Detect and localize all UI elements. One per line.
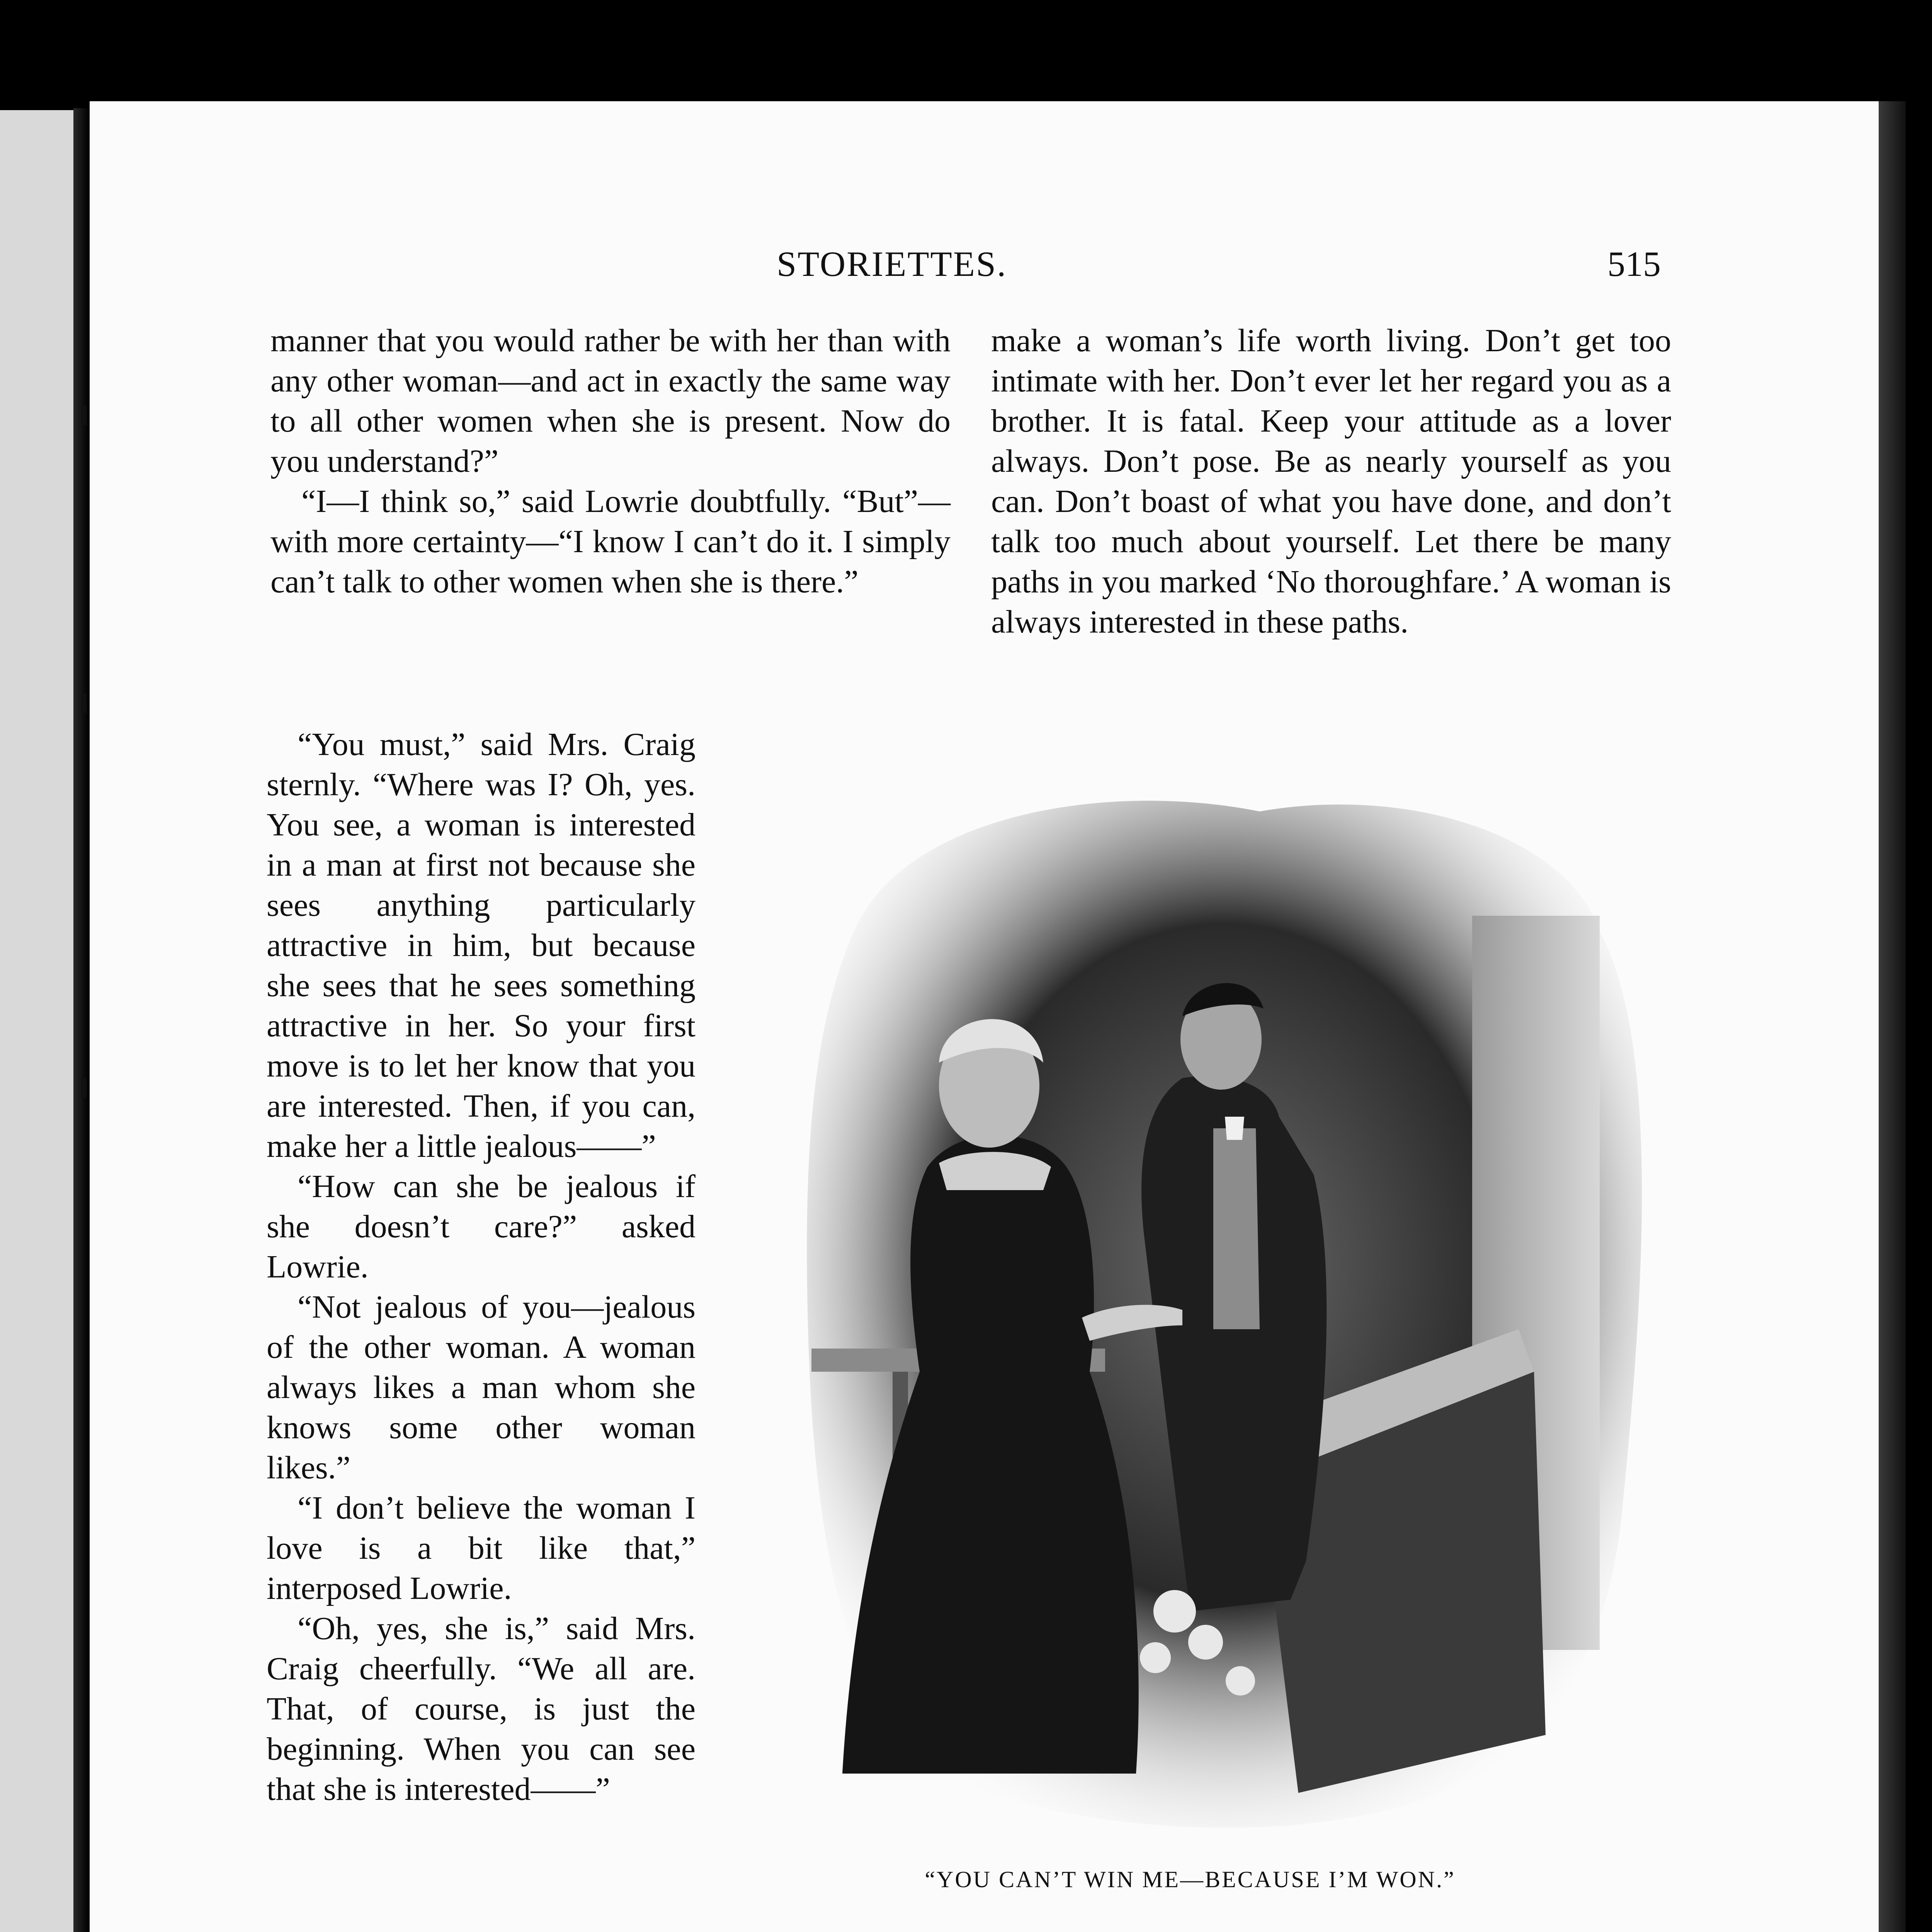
column-left-top <box>270 321 951 602</box>
story-illustration <box>757 769 1677 1855</box>
binding-mark <box>81 1078 87 1097</box>
facing-page-edge <box>0 110 81 1932</box>
paragraph: “How can she be jealous if she doesn’t care?” asked Lowrie. <box>267 1168 696 1285</box>
paragraph: “I don’t believe the woman I love is a bit like that,” interposed Lowrie. <box>267 1490 696 1606</box>
binding-mark <box>81 406 87 425</box>
paragraph: make a woman’s life worth living. Don’t get too intimate with her. Don’t ever let her regard you as a brother. It is fatal. Keep your attitude as a lover always. Don’t pose. Be as nearly yourself as you can. Don’t boast of what you have done, and don’t talk too much about yourself. Let there be many paths in you marked ‘No thoroughfare.’ A woman is always interested in these paths. <box>991 323 1671 640</box>
gutter-shadow <box>73 108 89 1932</box>
column-right-top <box>991 321 1671 642</box>
paragraph: manner that you would rather be with her than with any other woman—and act in exactly the same way to all other women when she is present. Now do you understand?” <box>270 323 951 479</box>
illustration-caption: “YOU CAN’T WIN ME—BECAUSE I’M WON.” <box>925 1867 1456 1892</box>
paragraph: “Not jealous of you—jealous of the other woman. A woman always likes a man whom she knows some other woman likes.” <box>267 1289 696 1486</box>
binding-mark <box>81 694 87 713</box>
paragraph: “I—I think so,” said Lowrie doubtfully. “But”—with more certainty—“I know I can’t do it. I simply can’t talk to other women when she is there.” <box>270 483 951 600</box>
column-left-narrow <box>267 724 696 1810</box>
page-number: 515 <box>1607 244 1661 284</box>
running-head: STORIETTES. <box>777 244 1007 284</box>
page-edge-shadow <box>1879 101 1906 1932</box>
paragraph: “You must,” said Mrs. Craig sternly. “Where was I? Oh, yes. You see, a woman is interested in a man at first not because she sees anything particularly attractive in him, but because she sees that he sees something attractive in her. So your first move is to let her know that you are interested. Then, if you can, make her a little jealous——” <box>267 726 696 1164</box>
paragraph: “Oh, yes, she is,” said Mrs. Craig cheerfully. “We all are. That, of course, is just the beginning. When you can see that she is interested——” <box>267 1611 696 1807</box>
